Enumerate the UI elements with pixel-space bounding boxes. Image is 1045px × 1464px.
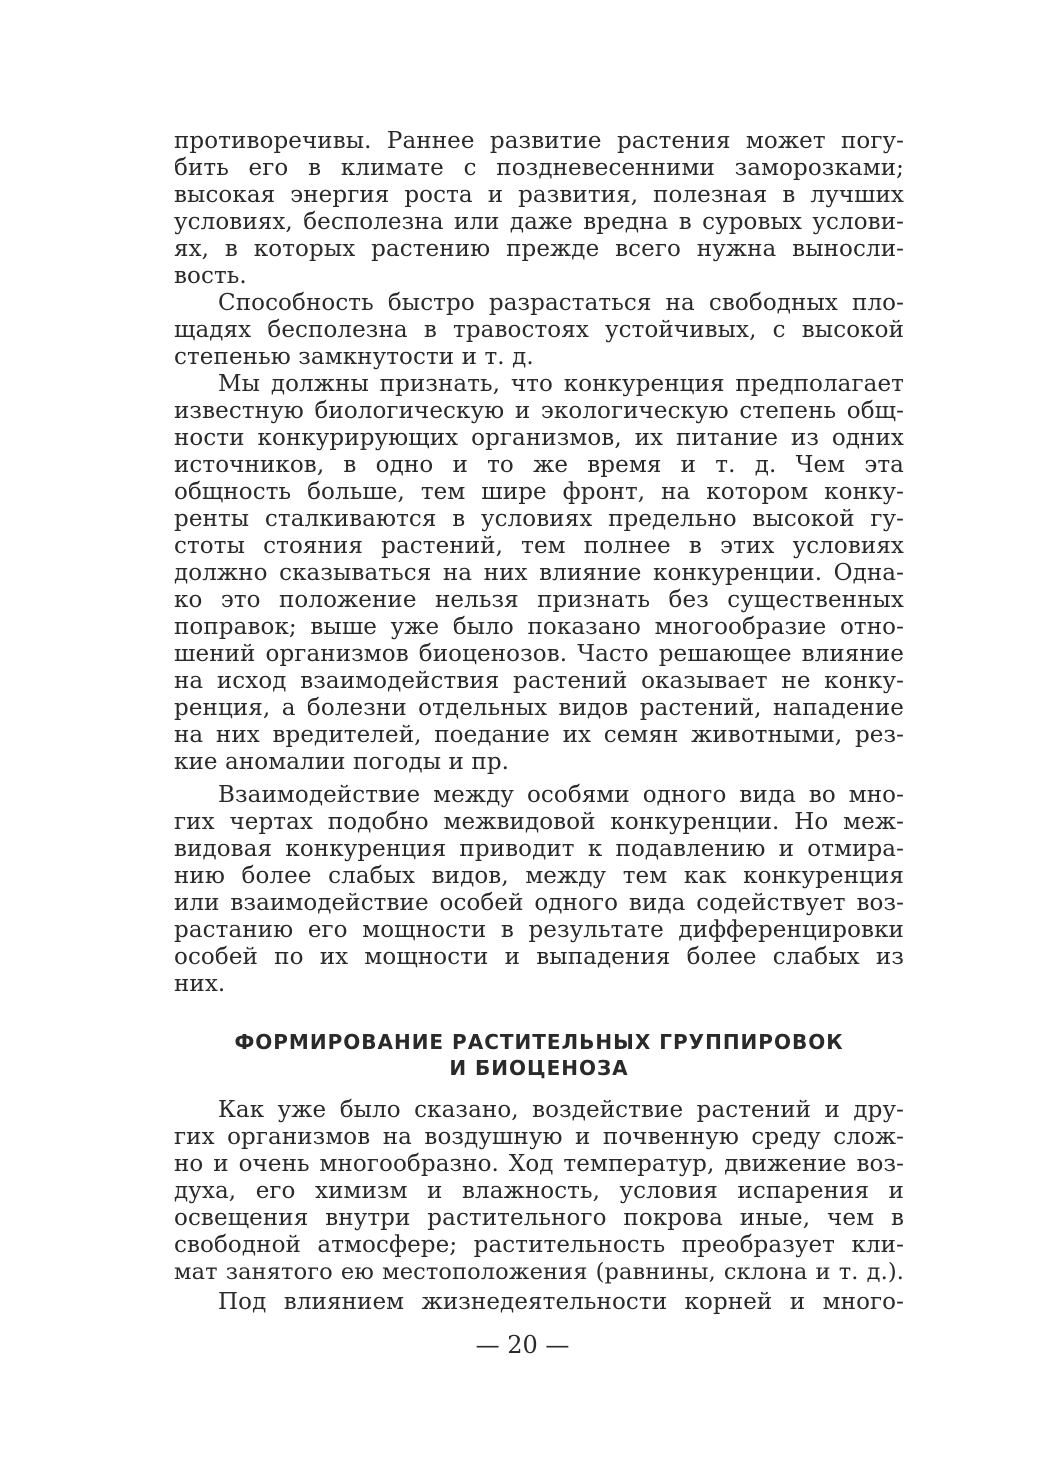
text-line: нию более слабых видов, между тем как конкуренция	[174, 863, 904, 889]
text-line: высокая энергия роста и развития, полезная в лучших	[174, 182, 904, 208]
text-line: Под влиянием жизнедеятельности корней и много-	[218, 1289, 904, 1315]
text-line: или взаимодействие особей одного вида содействует воз-	[174, 890, 904, 916]
text-line: на них вредителей, поедание их семян животными, рез-	[174, 722, 904, 748]
text-line: ности конкурирующих организмов, их питание из одних	[174, 425, 904, 451]
text-line: источников, в одно и то же время и т. д. Чем эта	[174, 452, 904, 478]
text-line: Как уже было сказано, воздействие растений и дру-	[218, 1097, 904, 1123]
text-line: противоречивы. Раннее развитие растения может погу-	[174, 128, 904, 154]
text-line: ренция, а болезни отдельных видов растений, нападение	[174, 695, 904, 721]
text-line: должно сказываться на них влияние конкуренции. Одна-	[174, 560, 904, 586]
text-line: общность больше, тем шире фронт, на котором конку-	[174, 479, 904, 505]
text-line: известную биологическую и экологическую степень общ-	[174, 398, 904, 424]
text-line: условиях, бесполезна или даже вредна в суровых услови-	[174, 209, 904, 235]
text-line: стоты стояния растений, тем полнее в этих условиях	[174, 533, 904, 559]
text-line: ях, в которых растению прежде всего нужна выносли-	[174, 236, 904, 262]
text-line: шений организмов биоценозов. Часто решающее влияние	[174, 641, 904, 667]
text-line: растанию его мощности в результате дифференцировки	[174, 917, 904, 943]
text-line: Способность быстро разрастаться на свободных пло-	[218, 290, 904, 316]
text-line: но и очень многообразно. Ход температур, движение воз-	[174, 1151, 904, 1177]
text-line: духа, его химизм и влажность, условия испарения и	[174, 1178, 904, 1204]
text-line: видовая конкуренция приводит к подавлению и отмира-	[174, 836, 904, 862]
text-line: свободной атмосфере; растительность преобразует кли-	[174, 1232, 904, 1258]
text-line: Мы должны признать, что конкуренция предполагает	[218, 371, 904, 397]
section-heading-line-2: И БИОЦЕНОЗА	[449, 1056, 629, 1080]
text-line: ренты сталкиваются в условиях предельно высокой гу-	[174, 506, 904, 532]
text-line: щадях бесполезна в травостоях устойчивых, с высокой	[174, 317, 904, 343]
text-line: гих организмов на воздушную и почвенную среду слож-	[174, 1124, 904, 1150]
text-line: освещения внутри растительного покрова иные, чем в	[174, 1205, 904, 1231]
text-line: вость.	[174, 263, 247, 289]
text-line: бить его в климате с поздневесенними заморозками;	[174, 155, 904, 181]
text-line: особей по их мощности и выпадения более слабых из	[174, 944, 904, 970]
page-number: — 20 —	[475, 1331, 570, 1359]
text-line: на исход взаимодействия растений оказывает не конку-	[174, 668, 904, 694]
text-line: гих чертах подобно межвидовой конкуренции. Но меж-	[174, 809, 904, 835]
section-heading-line-1: ФОРМИРОВАНИЕ РАСТИТЕЛЬНЫХ ГРУППИРОВОК	[234, 1030, 844, 1054]
text-line: поправок; выше уже было показано многообразие отно-	[174, 614, 904, 640]
text-line: Взаимодействие между особями одного вида во мно-	[218, 782, 904, 808]
text-line: ко это положение нельзя признать без существенных	[174, 587, 904, 613]
text-line: кие аномалии погоды и пр.	[174, 749, 510, 775]
text-line: них.	[174, 971, 226, 997]
text-line: мат занятого ею местоположения (равнины, склона и т. д.).	[174, 1259, 904, 1285]
text-line: степенью замкнутости и т. д.	[174, 344, 534, 370]
